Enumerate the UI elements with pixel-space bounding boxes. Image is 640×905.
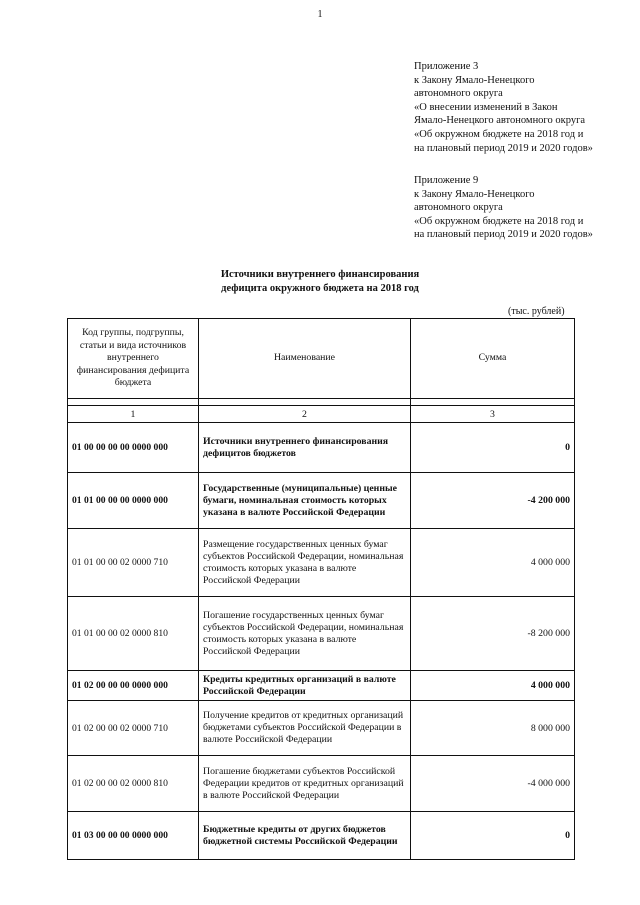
annex-line: к Закону Ямало-Ненецкого bbox=[414, 74, 535, 86]
row-code: 01 01 00 00 02 0000 710 bbox=[68, 529, 199, 597]
column-number: 2 bbox=[199, 406, 411, 423]
column-number: 1 bbox=[68, 406, 199, 423]
table-row bbox=[68, 423, 575, 473]
table-row bbox=[68, 597, 575, 671]
row-sum: 0 bbox=[411, 812, 575, 860]
annex-line: «Об окружном бюджете на 2018 год и bbox=[414, 215, 584, 227]
row-sum: 0 bbox=[411, 423, 575, 473]
annex-line: Приложение 9 bbox=[414, 175, 479, 186]
annex-line: «Об окружном бюджете на 2018 год и bbox=[414, 128, 584, 140]
row-name: Источники внутреннего финансирования дефицитов бюджетов bbox=[199, 423, 411, 473]
row-code: 01 00 00 00 00 0000 000 bbox=[68, 423, 199, 473]
table-row bbox=[68, 756, 575, 812]
header-code: Код группы, подгруппы, статьи и вида источников внутреннего финансирования дефицита бюджета bbox=[68, 319, 199, 399]
row-sum: 8 000 000 bbox=[411, 701, 575, 756]
row-sum: 4 000 000 bbox=[411, 529, 575, 597]
row-code: 01 01 00 00 02 0000 810 bbox=[68, 597, 199, 671]
annex-line: автономного округа bbox=[414, 88, 503, 100]
annex-line: Приложение 3 bbox=[414, 61, 479, 72]
row-name: Погашение бюджетами субъектов Российской Федерации кредитов от кредитных организаций в валюте Российской Федерации bbox=[199, 756, 411, 812]
annex-line: к Закону Ямало-Ненецкого bbox=[414, 188, 535, 200]
row-name: Государственные (муниципальные) ценные бумаги, номинальная стоимость которых указана в валюте Российской Федерации bbox=[199, 473, 411, 529]
document-title bbox=[0, 268, 640, 295]
page-number: 1 bbox=[317, 9, 323, 20]
row-name: Погашение государственных ценных бумаг субъектов Российской Федерации, номинальная стоимость которых указана в валюте Российской Федерации bbox=[199, 597, 411, 671]
header-sum: Сумма bbox=[411, 319, 575, 399]
units-label: (тыс. рублей) bbox=[508, 306, 565, 317]
annex-3-header bbox=[414, 60, 593, 155]
row-code: 01 02 00 00 02 0000 710 bbox=[68, 701, 199, 756]
title-line-2: дефицита окружного бюджета на 2018 год bbox=[221, 282, 419, 294]
row-code: 01 02 00 00 00 0000 000 bbox=[68, 671, 199, 701]
row-name: Получение кредитов от кредитных организаций бюджетами субъектов Российской Федерации в валюте Российской Федерации bbox=[199, 701, 411, 756]
row-code: 01 01 00 00 00 0000 000 bbox=[68, 473, 199, 529]
sources-table bbox=[67, 318, 575, 860]
row-sum: -4 000 000 bbox=[411, 756, 575, 812]
annex-line: Ямало-Ненецкого автономного округа bbox=[414, 115, 586, 127]
header-name: Наименование bbox=[199, 319, 411, 399]
row-name: Размещение государственных ценных бумаг субъектов Российской Федерации, номинальная стоимость которых указана в валюте Российской Федерации bbox=[199, 529, 411, 597]
table-row bbox=[68, 671, 575, 701]
annex-line: автономного округа bbox=[414, 202, 503, 214]
row-name: Кредиты кредитных организаций в валюте Российской Федерации bbox=[199, 671, 411, 701]
row-code: 01 03 00 00 00 0000 000 bbox=[68, 812, 199, 860]
row-name: Бюджетные кредиты от других бюджетов бюджетной системы Российской Федерации bbox=[199, 812, 411, 860]
table-row bbox=[68, 529, 575, 597]
table-row bbox=[68, 812, 575, 860]
row-code: 01 02 00 00 02 0000 810 bbox=[68, 756, 199, 812]
annex-9-header bbox=[414, 174, 593, 242]
row-sum: -8 200 000 bbox=[411, 597, 575, 671]
table-row bbox=[68, 701, 575, 756]
row-sum: -4 200 000 bbox=[411, 473, 575, 529]
row-sum: 4 000 000 bbox=[411, 671, 575, 701]
title-line-1: Источники внутреннего финансирования bbox=[220, 269, 420, 280]
annex-line: на плановый период 2019 и 2020 годов» bbox=[414, 229, 593, 241]
column-number: 3 bbox=[411, 406, 575, 423]
annex-line: «О внесении изменений в Закон bbox=[414, 101, 558, 113]
table-row bbox=[68, 473, 575, 529]
annex-line: на плановый период 2019 и 2020 годов» bbox=[414, 142, 593, 154]
